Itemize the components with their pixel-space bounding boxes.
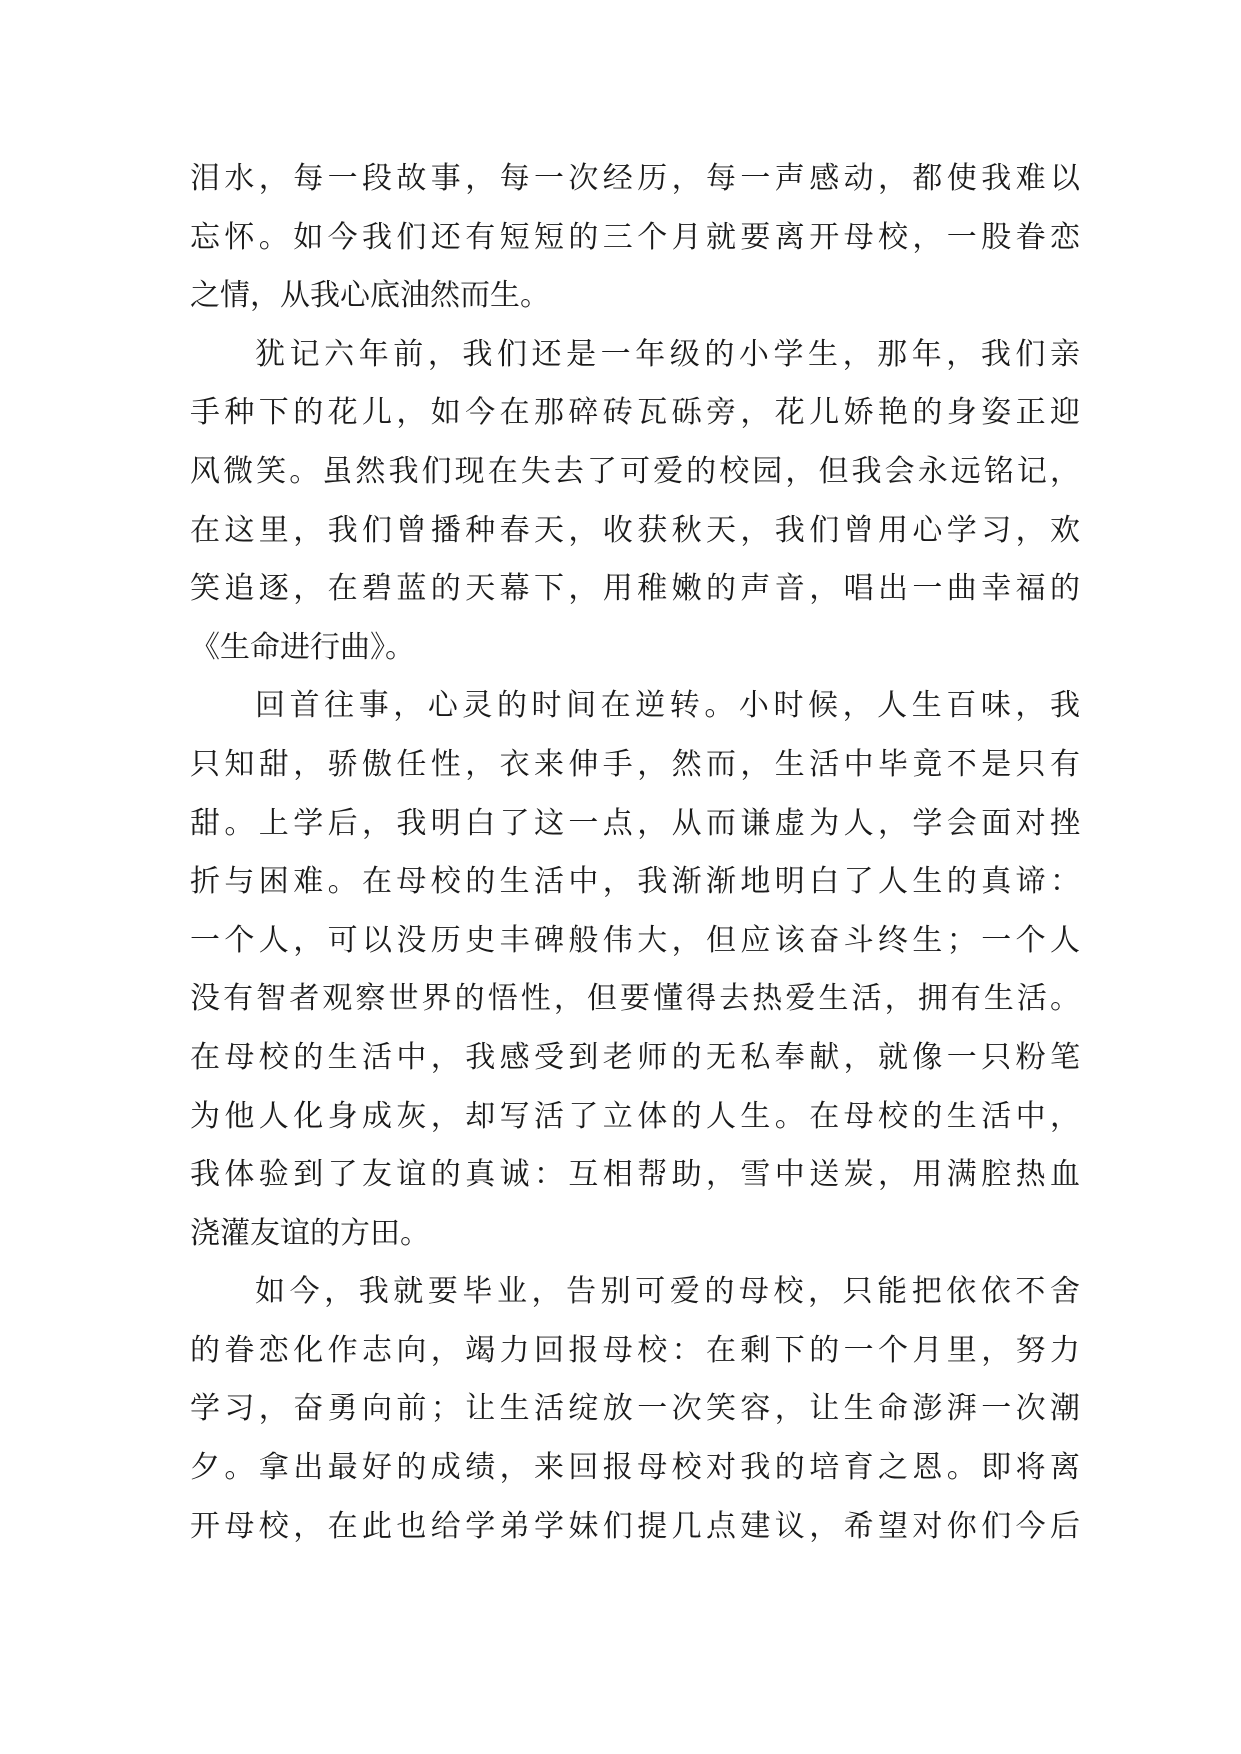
text-line: 学习，奋勇向前；让生活绽放一次笑容，让生命澎湃一次潮 <box>190 1391 1080 1427</box>
text-line: 笑追逐，在碧蓝的天幕下，用稚嫩的声音，唱出一曲幸福的 <box>190 571 1080 607</box>
text-line: 甜。上学后，我明白了这一点，从而谦虚为人，学会面对挫 <box>190 805 1080 841</box>
text-line: 一个人，可以没历史丰碑般伟大，但应该奋斗终生；一个人 <box>190 922 1080 958</box>
text-line: 我体验到了友谊的真诚：互相帮助，雪中送炭，用满腔热血 <box>190 1157 1080 1193</box>
text-line: 开母校，在此也给学弟学妹们提几点建议，希望对你们今后 <box>190 1508 1080 1544</box>
text-line: 没有智者观察世界的悟性，但要懂得去热爱生活，拥有生活。 <box>190 981 1080 1017</box>
body-text <box>190 150 1080 1556</box>
text-line: 忘怀。如今我们还有短短的三个月就要离开母校，一股眷恋 <box>190 219 1080 255</box>
text-line: 《生命进行曲》。 <box>190 629 415 665</box>
text-line: 的眷恋化作志向，竭力回报母校：在剩下的一个月里，努力 <box>190 1332 1080 1368</box>
text-line: 折与困难。在母校的生活中，我渐渐地明白了人生的真谛： <box>190 864 1080 900</box>
text-line: 在这里，我们曾播种春天，收获秋天，我们曾用心学习，欢 <box>190 512 1080 548</box>
text-line: 为他人化身成灰，却写活了立体的人生。在母校的生活中， <box>190 1098 1080 1134</box>
text-line: 泪水，每一段故事，每一次经历，每一声感动，都使我难以 <box>190 161 1080 196</box>
text-line: 手种下的花儿，如今在那碎砖瓦砾旁，花儿娇艳的身姿正迎 <box>190 395 1080 431</box>
text-line: 只知甜，骄傲任性，衣来伸手，然而，生活中毕竟不是只有 <box>190 746 1080 782</box>
text-line: 浇灌友谊的方田。 <box>190 1215 430 1251</box>
text-line: 之情，从我心底油然而生。 <box>190 278 550 314</box>
text-line: 如今，我就要毕业，告别可爱的母校，只能把依依不舍 <box>255 1274 1080 1310</box>
text-line: 夕。拿出最好的成绩，来回报母校对我的培育之恩。即将离 <box>190 1450 1080 1486</box>
text-line: 在母校的生活中，我感受到老师的无私奉献，就像一只粉笔 <box>190 1039 1080 1075</box>
text-line: 风微笑。虽然我们现在失去了可爱的校园，但我会永远铭记， <box>190 453 1080 489</box>
text-line: 回首往事，心灵的时间在逆转。小时候，人生百味，我 <box>255 688 1080 724</box>
text-line: 犹记六年前，我们还是一年级的小学生，那年，我们亲 <box>255 336 1080 372</box>
